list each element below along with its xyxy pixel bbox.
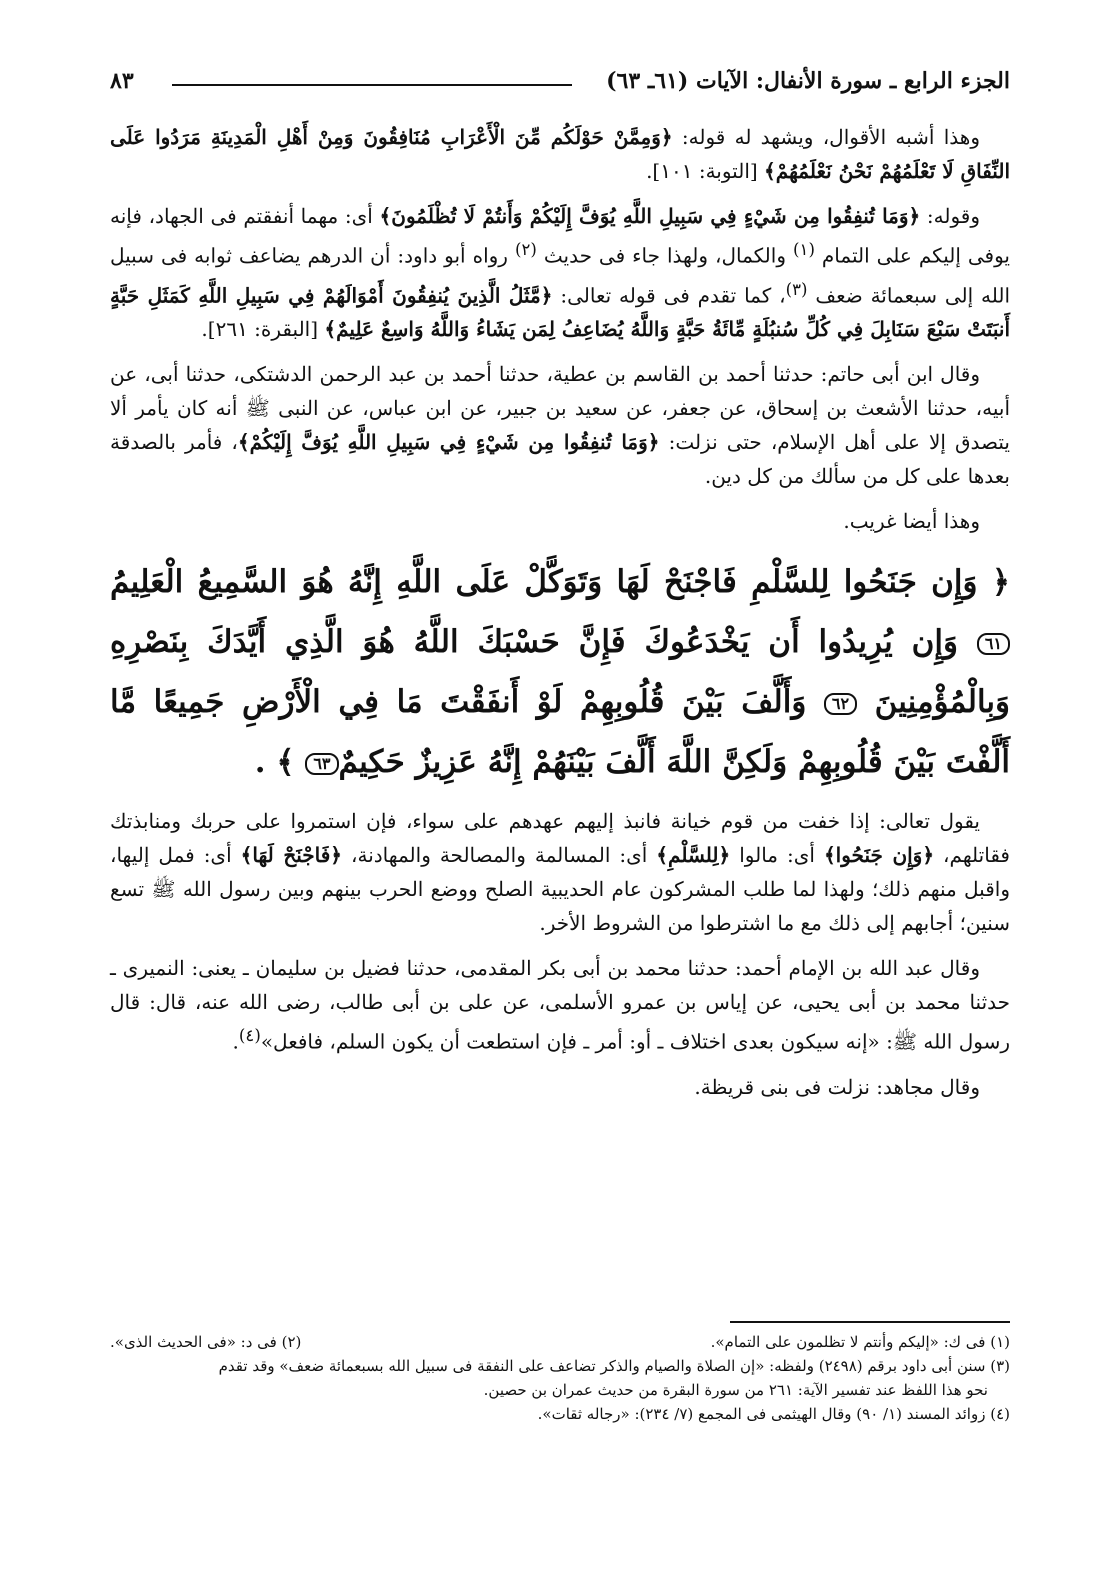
- verse-part-2: وَإِن يُرِيدُوا أَن يَخْدَعُوكَ فَإِنَّ حَسْبَكَ اللَّهُ هُوَ الَّذِي أَيَّدَكَ بِنَصْرِهِ وَبِالْمُؤْمِنِينَ: [110, 624, 1010, 721]
- footnote-ref-2: (٢): [514, 240, 537, 259]
- quran-verse-block: [110, 552, 1010, 792]
- page-number: ٨٣: [110, 68, 134, 94]
- p2-text-2: والكمال، ولهذا جاء فى حديث: [543, 243, 786, 268]
- p5-text-2: أى: مالوا: [739, 843, 815, 868]
- p5-quote-3: ﴿فَاجْنَحْ لَهَا﴾: [240, 843, 343, 868]
- verse-part-3: وَأَلَّفَ بَيْنَ قُلُوبِهِمْ لَوْ أَنفَقْتَ مَا فِي الْأَرْضِ جَمِيعًا مَّا أَلَّفْتَ بَيْنَ قُلُوبِهِمْ وَلَكِنَّ اللَّهَ أَلَّفَ بَيْنَهُمْ إِنَّهُ عَزِيزٌ حَكِيمٌ: [110, 684, 1010, 781]
- p3-text-1: وقال ابن أبى حاتم: حدثنا أحمد بن القاسم بن عطية، حدثنا أحمد بن عبد الرحمن الدشتكى، حدثنا أبى، عن أبيه، حدثنا الأشعث بن إسحاق، عن جعفر، عن سعيد بن جبير، عن ابن عباس، عن النبى ﷺ أنه كان يأمر ألا يتصدق إلا على أهل الإسلام، حتى نزلت:: [110, 362, 1010, 455]
- p1-quran-quote: ﴿وَمِمَّنْ حَوْلَكُم مِّنَ الْأَعْرَابِ مُنَافِقُونَ وَمِنْ أَهْلِ الْمَدِينَةِ مَرَدُوا عَلَى النِّفَاقِ لَا تَعْلَمُهُمْ نَحْنُ نَعْلَمُهُمْ﴾: [110, 125, 1010, 183]
- p2-text-4: ، كما تقدم فى قوله تعالى:: [560, 283, 786, 308]
- paragraph-2: [110, 199, 1010, 346]
- p1-reference: [التوبة: ١٠١].: [646, 159, 758, 183]
- verse-part-1: ﴿ وَإِن جَنَحُوا لِلسَّلْمِ فَاجْنَحْ لَهَا وَتَوَكَّلْ عَلَى اللَّهِ إِنَّهُ هُوَ السَّمِيعُ الْعَلِيمُ: [110, 564, 1010, 601]
- paragraph-7: وقال مجاهد: نزلت فى بنى قريظة.: [694, 1074, 980, 1099]
- p2-text-3: رواه أبو داود: أن الدرهم يضاعف ثوابه فى سبيل الله إلى سبعمائة ضعف: [110, 243, 1010, 308]
- footnote-1: (١) فى ك: «إليكم وأنتم لا تظلمون على التمام».: [710, 1333, 1010, 1351]
- p2-reference: [البقرة: ٢٦١].: [201, 317, 319, 342]
- footnote-rule: [730, 1321, 1010, 1323]
- footnote-3: (٣) سنن أبى داود برقم (٢٤٩٨) ولفظه: «إن الصلاة والصيام والذكر تضاعف على النفقة فى سبيل الله بسبعمائة ضعف» وقد تقدم: [218, 1357, 1010, 1375]
- p1-intro: وهذا أشبه الأقوال، ويشهد له قوله:: [681, 125, 980, 149]
- verse-number-61: ٦١: [977, 633, 1010, 655]
- verse-number-62: ٦٢: [824, 693, 857, 715]
- p5-quote-2: ﴿لِلسَّلْمِ﴾: [656, 843, 731, 868]
- footnote-3-continuation: نحو هذا اللفظ عند تفسير الآية: ٢٦١ من سورة البقرة من حديث عمران بن حصين.: [483, 1381, 988, 1399]
- p2-quran-quote-1: ﴿وَمَا تُنفِقُوا مِن شَيْءٍ فِي سَبِيلِ اللَّهِ يُوَفَّ إِلَيْكُمْ وَأَنتُمْ لَا تُظْلَمُونَ﴾: [379, 204, 921, 228]
- p2-text-1: أى: مهما أنفقتم فى الجهاد، فإنه يوفى إليكم على التمام: [110, 204, 1010, 268]
- p2-intro: وقوله:: [926, 204, 981, 228]
- footnotes: [110, 1330, 1010, 1426]
- verse-close: ﴾ .: [254, 744, 295, 781]
- footnote-ref-3: (٣): [785, 279, 808, 299]
- running-head: الجزء الرابع ـ سورة الأنفال: الآيات (٦١ـ ٦٣): [606, 68, 1010, 94]
- footnote-row-1: [110, 1330, 1010, 1354]
- p5-quote-1: ﴿وَإِن جَنَحُوا﴾: [823, 843, 935, 868]
- p2-quran-quote-2: ﴿مَّثَلُ الَّذِينَ يُنفِقُونَ أَمْوَالَهُمْ فِي سَبِيلِ اللَّهِ كَمَثَلِ حَبَّةٍ أَنبَتَتْ سَبْعَ سَنَابِلَ فِي كُلِّ سُنبُلَةٍ مِّائَةُ حَبَّةٍ وَاللَّهُ يُضَاعِفُ لِمَن يَشَاءُ وَاللَّهُ وَاسِعٌ عَلِيمٌ﴾: [110, 283, 1010, 342]
- p5-text-3: أى: المسالمة والمصالحة والمهادنة،: [351, 843, 648, 868]
- paragraph-1: [110, 120, 1010, 188]
- p6-text-1: وقال عبد الله بن الإمام أحمد: حدثنا محمد بن أبى بكر المقدمى، حدثنا فضيل بن سليمان ـ يعنى: النميرى ـ حدثنا محمد بن أبى يحيى، عن إياس بن عمرو الأسلمى، عن على بن أبى طالب، رضى الله عنه، قال: قال رسول الله ﷺ: «إنه سيكون بعدى اختلاف ـ أو: أمر ـ فإن استطعت أن يكون السلم، فافعل»: [110, 956, 1010, 1054]
- p3-text-2: ، فأمر بالصدقة بعدها على كل من سألك من كل دين.: [110, 430, 1010, 489]
- p5-text-1: يقول تعالى: إذا خفت من قوم خيانة فانبذ إليهم عهدهم على سواء، فإن استمروا على حربك ومنابذتك فقاتلهم،: [110, 809, 1010, 868]
- footnote-ref-1: (١): [792, 240, 815, 259]
- header-rule: [172, 84, 572, 86]
- verse-number-63: ٦٣: [305, 753, 338, 775]
- paragraph-3: [110, 357, 1010, 493]
- page-header: [110, 62, 1010, 102]
- p3-quran-quote: ﴿وَمَا تُنفِقُوا مِن شَيْءٍ فِي سَبِيلِ اللَّهِ يُوَفَّ إِلَيْكُمْ﴾: [237, 430, 660, 455]
- paragraph-6: [110, 951, 1010, 1059]
- paragraph-5: [110, 804, 1010, 940]
- footnote-4: (٤) زوائد المسند (١/ ٩٠) وقال الهيثمى فى المجمع (٧/ ٢٣٤): «رجاله ثقات».: [537, 1405, 1010, 1423]
- paragraph-4: وهذا أيضا غريب.: [843, 509, 980, 534]
- footnote-ref-4: (٤): [238, 1026, 261, 1046]
- page-body: [110, 120, 1010, 1115]
- p5-text-4: أى: فمل إليها، واقبل منهم ذلك؛ ولهذا لما طلب المشركون عام الحديبية الصلح ووضع الحرب بينهم وبين رسول الله ﷺ تسع سنين؛ أجابهم إلى ذلك مع ما اشترطوا من الشروط الأخر.: [110, 843, 1010, 936]
- footnote-2: (٢) فى د: «فى الحديث الذى».: [110, 1333, 302, 1351]
- p6-end: .: [232, 1029, 239, 1054]
